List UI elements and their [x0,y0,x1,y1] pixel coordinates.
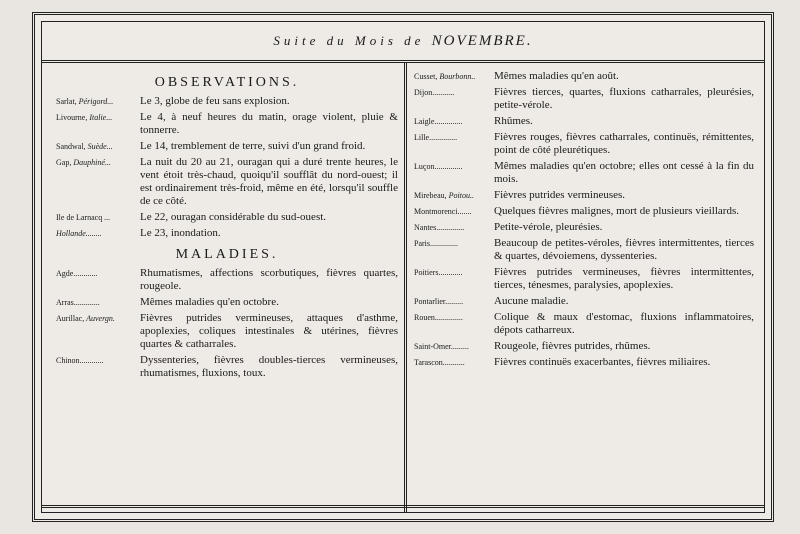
place-name [56,312,140,351]
list-item [414,340,754,353]
place-name [414,160,494,186]
place-name [56,296,140,309]
entry-text: Fièvres rouges, fièvres catharrales, continuës, rémittentes, point de côté pleurétiques. [494,131,754,156]
place-town: Sarlat, [56,97,77,106]
place-name [414,70,494,83]
place-name [414,189,494,202]
list-item [56,354,398,380]
list-item [56,312,398,351]
entry-text: Le 23, inondation. [140,227,221,239]
place-town: Laigle.............. [414,117,463,126]
list-item [414,311,754,337]
place-name [414,311,494,337]
list-item [414,356,754,369]
entry-text: Quelques fièvres malignes, mort de plusieurs vieillards. [494,205,739,217]
place-town: Ile de Larnacq [56,213,103,222]
place-town: Livourne, [56,113,88,122]
entry-text: Colique & maux d'estomac, fluxions inflammatoires, dépots catharreux. [494,311,754,336]
list-item [56,227,398,240]
entry-text: Fièvres tierces, quartes, fluxions catharrales, pleurésies, petite-vérole. [494,86,754,111]
column-divider [404,63,407,512]
place-name [414,205,494,218]
title-small: Suite du Mois de [273,33,425,48]
title-month: NOVEMBRE. [431,33,533,49]
entry-text: Rhumatismes, affections scorbutiques, fièvres quartes, rougeole. [140,267,398,292]
maladies-heading: MALADIES. [175,247,279,262]
list-item [414,237,754,263]
maladies-list [56,267,398,380]
place-town: Aurillac, [56,314,85,323]
entry-text: Le 4, à neuf heures du matin, orage violent, pluie & tonnerre. [140,111,398,136]
place-name [414,86,494,112]
list-item [414,189,754,202]
entry-text: Petite-vérole, pleurésies. [494,221,603,233]
place-region: Auvergn. [84,314,115,323]
place-town: Pontarlier......... [414,297,464,306]
list-item [56,111,398,137]
place-name [414,340,494,353]
list-item [414,131,754,157]
page-title [42,22,764,63]
place-name [56,267,140,293]
place-region: Italie... [87,113,113,122]
place-name [414,237,494,263]
list-item [56,211,398,224]
place-town: Chinon............ [56,356,104,365]
place-name [56,354,140,380]
right-column [414,70,754,372]
entry-text: Rhûmes. [494,115,533,127]
list-item [56,267,398,293]
entry-text: Fièvres putrides vermineuses. [494,189,626,201]
entry-text: Le 22, ouragan considérable du sud-ouest. [140,211,327,223]
place-town: Nantes.............. [414,223,465,232]
entry-text: Aucune maladie. [494,295,569,307]
place-region: Hollande........ [56,229,102,238]
entry-text: Fièvres putrides vermineuses, fièvres intermittentes, tierces, ténesmes, paralysies, apoplexies. [494,266,754,291]
place-name [56,140,140,153]
observations-heading: OBSERVATIONS. [154,75,300,90]
list-item [414,115,754,128]
place-name [414,266,494,292]
entry-text: Le 3, globe de feu sans explosion. [140,95,290,107]
list-item [56,156,398,208]
place-name [56,211,140,224]
place-name [56,95,140,108]
list-item [414,295,754,308]
place-name [414,131,494,157]
list-item [414,221,754,234]
entry-text: La nuit du 20 au 21, ouragan qui a duré trente heures, le vent étoit très-chaud, quoiqu'il soufflât du nord-ouest; il est ordinairement très-froid, même en été, lorsqu'il souffle de ce côté. [140,156,398,207]
place-name [56,227,140,240]
place-town: Saint-Omer......... [414,342,469,351]
entry-text: Mêmes maladies qu'en août. [494,70,619,82]
place-town: Rouen.............. [414,313,463,322]
place-region: Périgord... [76,97,114,106]
entry-text: Beaucoup de petites-véroles, fièvres intermittentes, tierces & quartes, dévoiemens, dyssenteries. [494,237,754,262]
place-town: Poitiers............ [414,268,463,277]
list-item [414,205,754,218]
entry-text: Mêmes maladies qu'en octobre; elles ont cessé à la fin du mois. [494,160,754,185]
place-town: Cusset, [414,72,438,81]
place-town: Arras............. [56,298,100,307]
place-town: Mirebeau, [414,191,447,200]
place-region: ... [102,213,111,222]
place-town: Lille.............. [414,133,458,142]
entry-text: Mêmes maladies qu'en octobre. [140,296,279,308]
list-item [414,266,754,292]
place-town: Tarascon........... [414,358,465,367]
place-town: Montmorenci....... [414,207,472,216]
place-town: Gap, [56,158,72,167]
list-item [56,296,398,309]
entry-text: Fièvres putrides vermineuses, attaques d'asthme, apoplexies, coliques intestinales & utérines, fièvres quartes & catharrales. [140,312,398,350]
place-name [414,115,494,128]
place-name [414,356,494,369]
page-frame [32,12,774,522]
place-name [56,156,140,208]
entry-text: Le 14, tremblement de terre, suivi d'un grand froid. [140,140,366,152]
list-item [56,140,398,153]
list-item [56,95,398,108]
place-town: Paris.............. [414,239,458,248]
place-region: Dauphiné... [71,158,111,167]
entry-text: Fièvres continuës exacerbantes, fièvres miliaires. [494,356,711,368]
entry-text: Rougeole, fièvres putrides, rhûmes. [494,340,651,352]
place-region: Poitou.. [446,191,474,200]
place-name [414,295,494,308]
place-name [414,221,494,234]
list-item [414,86,754,112]
place-region: Bourbonn.. [437,72,476,81]
bottom-rule [42,505,764,508]
left-column [56,70,398,383]
place-name [56,111,140,137]
place-region: Suède... [85,142,113,151]
place-town: Sandwal, [56,142,86,151]
observations-list [56,95,398,240]
place-town: Dijon........... [414,88,455,97]
entry-text: Dyssenteries, fièvres doubles-tierces vermineuses, rhumatismes, fluxions, toux. [140,354,398,379]
list-item [414,70,754,83]
place-town: Luçon.............. [414,162,463,171]
page-inner-frame [41,21,765,513]
right-entries-list [414,70,754,369]
place-town: Agde............ [56,269,98,278]
list-item [414,160,754,186]
